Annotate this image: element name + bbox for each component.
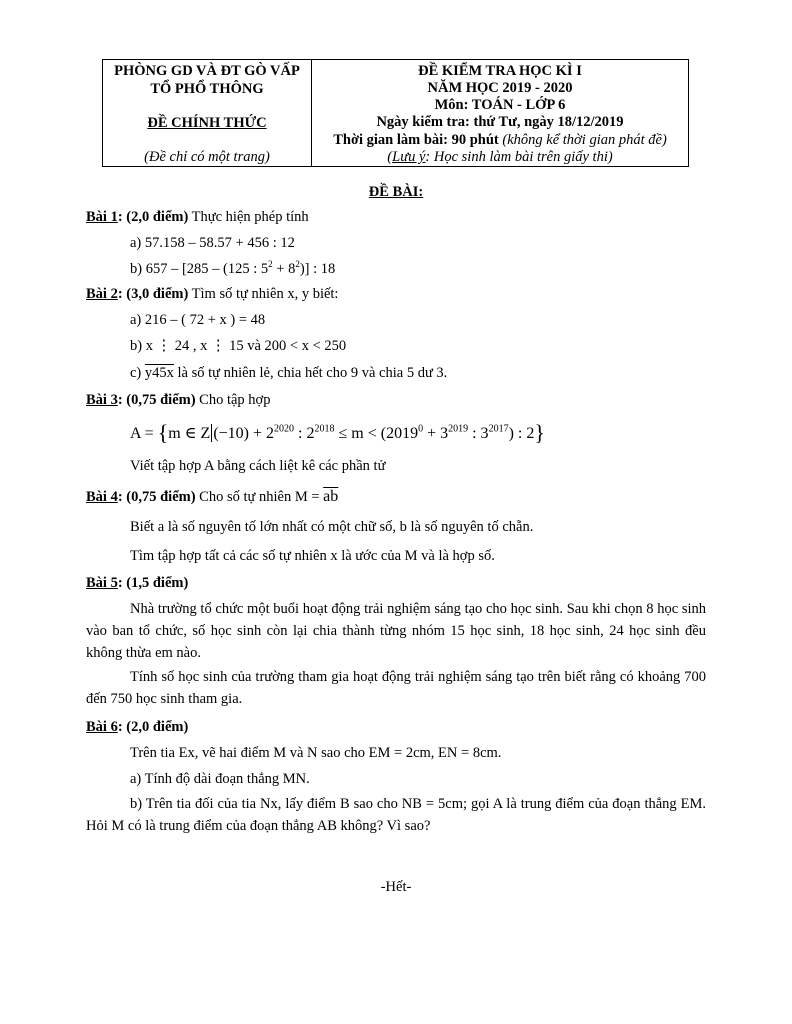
bai1-b-mid: + 8	[272, 261, 296, 277]
note-text: : Học sinh làm bài trên giấy thi)	[425, 149, 613, 165]
bai5-p2: Tính số học sinh của trường tham gia hoạt động trải nghiệm sáng tạo trên biết rằng có khoảng 700 đến 750 học sinh tham gia.	[86, 669, 706, 707]
exam-date: Ngày kiểm tra: thứ Tư, ngày 18/12/2019	[376, 114, 624, 130]
formula-plus2: + 3	[423, 425, 449, 442]
bai3-task: Cho tập hợp	[195, 392, 271, 408]
bai1-a: a) 57.158 – 58.57 + 456 : 12	[130, 235, 295, 251]
duration-note: (không kể thời gian phát đề)	[498, 132, 667, 148]
bai1-heading	[86, 208, 309, 226]
note-open: (	[387, 149, 393, 165]
exam-duration	[312, 131, 688, 149]
bai1-task: Thực hiện phép tính	[188, 209, 309, 225]
bai4-task: Cho số tự nhiên M =	[195, 489, 324, 505]
bai1-b-pre: b) 657 – [285 – (125 : 5	[130, 261, 269, 277]
note-label: Lưu ý	[392, 149, 426, 165]
bai1-b-sup2: 2	[295, 259, 300, 270]
bai4-p2: Tìm tập hợp tất cả các số tự nhiên x là ước của M và là hợp số.	[130, 548, 495, 564]
bai6-p1: Trên tia Ex, vẽ hai điểm M và N sao cho EM = 2cm, EN = 8cm.	[130, 745, 502, 761]
subject: Môn: TOÁN - LỚP 6	[434, 97, 566, 113]
bai2-task: Tìm số tự nhiên x, y biết:	[188, 286, 339, 302]
bai1-label: Bài 1	[86, 209, 118, 225]
header-right	[312, 60, 688, 166]
bai2-c-number: y45x	[144, 365, 174, 381]
formula-e4: 2019	[448, 423, 469, 435]
bai6-a: a) Tính độ dài đoạn thẳng MN.	[130, 771, 310, 787]
formula-e1: 2020	[274, 423, 295, 435]
formula-e2: 2018	[314, 423, 335, 435]
bai1-b-post: )] : 18	[299, 261, 336, 277]
bai6-heading	[86, 718, 188, 736]
formula-le: ≤ m < (2019	[334, 425, 419, 442]
bai3-formula	[130, 420, 545, 446]
bai5-points: : (1,5 điểm)	[117, 575, 189, 591]
bai5-heading	[86, 574, 188, 592]
bai6-label: Bài 6	[86, 719, 118, 735]
exam-name: ĐỀ KIỂM TRA HỌC KÌ I	[418, 63, 582, 79]
formula-div: : 2	[294, 425, 315, 442]
formula-a: A =	[130, 425, 158, 442]
formula-e5: 2017	[488, 423, 509, 435]
formula-end: ) : 2	[508, 425, 535, 442]
bai2-c-pre: c)	[130, 365, 145, 381]
formula-div2: : 3	[468, 425, 489, 442]
formula-plus: + 2	[249, 425, 275, 442]
bai2-a: a) 216 – ( 72 + x ) = 48	[130, 312, 266, 328]
exam-instruction	[312, 148, 688, 166]
official-label: ĐỀ CHÍNH THỨC	[147, 115, 267, 131]
bai2-b: b) x ⋮ 24 , x ⋮ 15 và 200 < x < 250	[130, 338, 347, 354]
duration-text: Thời gian làm bài: 90 phút	[333, 132, 499, 148]
bai2-points: : (3,0 điểm)	[117, 286, 189, 302]
formula-close-brace: }	[534, 420, 545, 445]
bai4-p1: Biết a là số nguyên tố lớn nhất có một chữ số, b là số nguyên tố chẵn.	[130, 519, 534, 535]
bai2-c-post: là số tự nhiên lẻ, chia hết cho 9 và chia 5 dư 3.	[173, 365, 448, 381]
page-note: (Đề chỉ có một trang)	[144, 149, 270, 165]
school-year: NĂM HỌC 2019 - 2020	[427, 80, 573, 96]
bai4-number-ab: $\overline{ab}$	[323, 488, 339, 505]
bai4-points: : (0,75 điểm)	[117, 489, 196, 505]
bai3-heading	[86, 391, 270, 409]
formula-m: m ∈ Z	[168, 425, 211, 442]
bai2-c	[130, 364, 447, 382]
bai2-heading	[86, 285, 338, 303]
department-name: PHÒNG GD VÀ ĐT GÒ VẤP	[114, 63, 300, 79]
end-marker: -Hết-	[380, 879, 412, 895]
bai6-points: : (2,0 điểm)	[117, 719, 189, 735]
bai1-b	[130, 260, 335, 278]
bai3-description: Viết tập hợp A bằng cách liệt kê các phần tử	[130, 458, 386, 474]
header-left	[103, 60, 312, 166]
formula-e3: 0	[418, 423, 424, 435]
bai5-label: Bài 5	[86, 575, 118, 591]
bai4-heading	[86, 488, 338, 506]
formula-abs: (−10)	[213, 425, 250, 442]
exam-title: ĐỀ BÀI:	[368, 184, 424, 200]
bai3-label: Bài 3	[86, 392, 118, 408]
formula-open-brace: {	[157, 420, 169, 445]
bai6-b: b) Trên tia đối của tia Nx, lấy điểm B sao cho NB = 5cm; gọi A là trung điểm của đoạn thẳng EM. Hỏi M có là trung điểm của đoạn thẳng AB không? Vì sao?	[86, 796, 706, 834]
bai5-p1: Nhà trường tổ chức một buổi hoạt động trải nghiệm sáng tạo cho học sinh. Sau khi chọn 8 học sinh vào ban tổ chức, số học sinh còn lại chia thành từng nhóm 15 học sinh, 18 học sinh, 24 học sinh đều không thừa em nào.	[86, 601, 706, 661]
bai2-label: Bài 2	[86, 286, 118, 302]
bai4-label: Bài 4	[86, 489, 118, 505]
bai3-points: : (0,75 điểm)	[117, 392, 196, 408]
bai1-b-sup1: 2	[268, 259, 273, 270]
bai1-points: : (2,0 điểm)	[117, 209, 189, 225]
division-name: TỔ PHỔ THÔNG	[150, 81, 264, 97]
header-table	[102, 59, 689, 167]
